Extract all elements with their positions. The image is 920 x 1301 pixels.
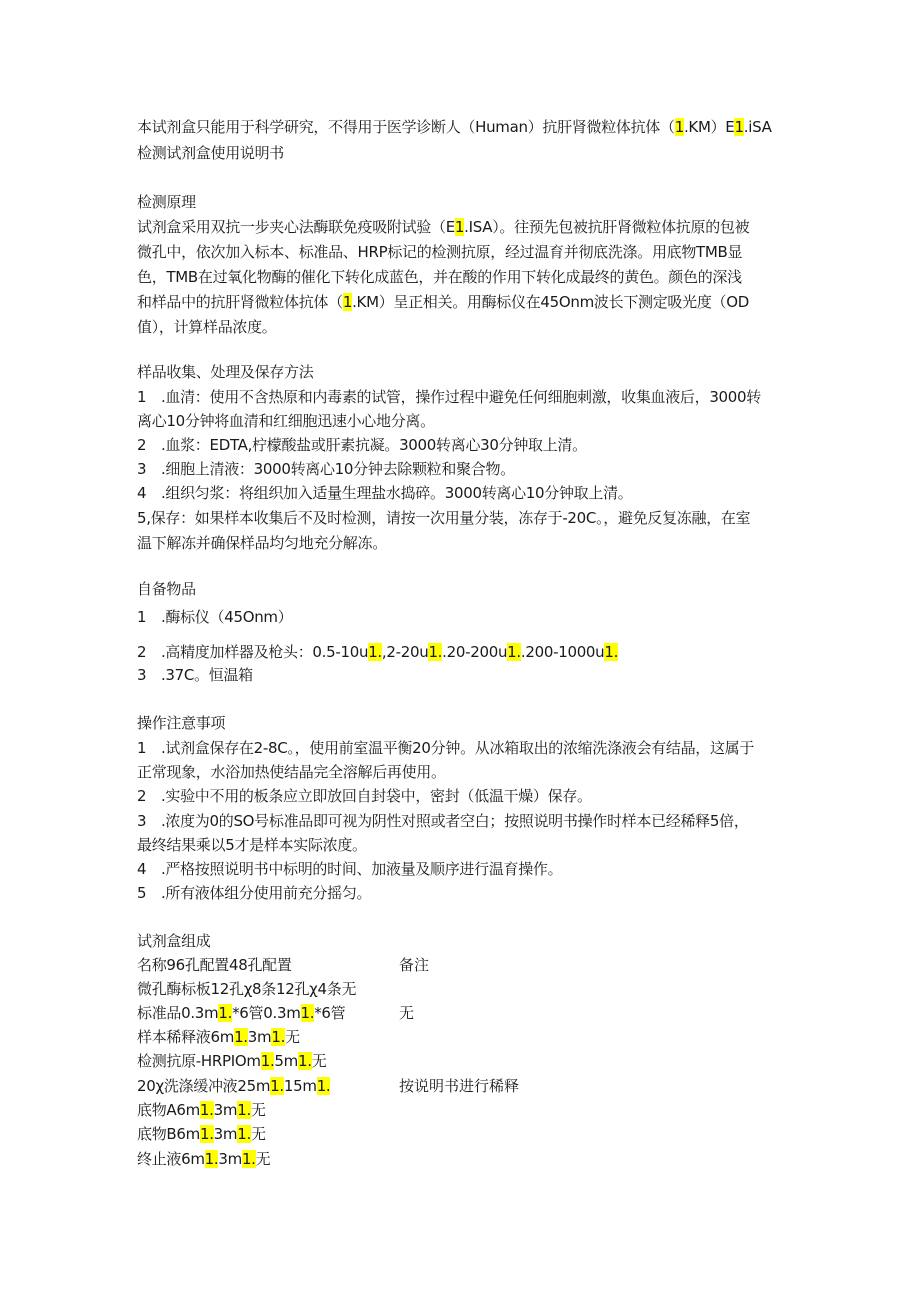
samples-line: 5,保存：如果样本收集后不及时检测，请按一次用量分装，冻存于-20C。，避免反复冻融，在室 <box>137 509 751 527</box>
highlight: 1. <box>218 1004 233 1022</box>
highlight: 1. <box>260 1052 275 1070</box>
section-heading-notes: 操作注意事项 <box>137 714 226 732</box>
principle-line-2: 微孔中，依次加入标本、标准品、HRP标记的检测抗原，经过温育并彻底洗涤。用底物TMB显 <box>137 243 743 261</box>
cell-text: 20χ洗涤缓冲液25m <box>137 1077 271 1095</box>
kit-row-note: 无 <box>399 1004 415 1022</box>
kit-header-col1: 名称96孔配置48孔配置 <box>137 956 292 974</box>
supplies-item-3: 3 .37C。恒温箱 <box>137 666 253 684</box>
highlight: 1. <box>204 1150 219 1168</box>
highlight: 1. <box>234 1028 248 1046</box>
section-heading-kit: 试剂盒组成 <box>137 932 211 950</box>
kit-row <box>137 1025 300 1049</box>
samples-line: 2 .血浆：EDTA,柠檬酸盐或肝素抗凝。3000转离心30分钟取上清。 <box>137 436 587 454</box>
supplies-item-2 <box>137 640 618 664</box>
kit-row <box>137 1074 330 1098</box>
list-text: ,2-20u <box>381 643 429 661</box>
highlight: 1. <box>428 643 443 661</box>
title-line-2: 检测试剂盒使用说明书 <box>137 144 285 162</box>
notes-line: 2 .实验中不用的板条应立即放回自封袋中，密封（低温干燥）保存。 <box>137 787 592 805</box>
samples-line: 温下解冻并确保样品均匀地充分解冻。 <box>137 534 387 552</box>
paragraph-text: .KM）呈正相关。用酶标仪在45Onm波长下测定吸光度（OD <box>352 293 749 311</box>
highlight: 1 <box>342 293 353 311</box>
title-text: .iSA <box>743 118 772 136</box>
principle-line-5: 值），计算样品浓度。 <box>137 318 277 336</box>
list-text: .20-200u <box>442 643 508 661</box>
highlight: 1 <box>674 118 684 136</box>
highlight: 1. <box>297 1052 312 1070</box>
samples-line: 1 .血清：使用不含热原和内毒素的试管，操作过程中避免任何细胞刺激，收集血液后，3000转 <box>137 388 761 406</box>
samples-line: 离心10分钟将血清和红细胞迅速小心地分离。 <box>137 412 435 430</box>
principle-line-4 <box>137 290 749 314</box>
cell-text: *6管 <box>314 1004 346 1022</box>
cell-text: 3m <box>218 1150 242 1168</box>
highlight: 1. <box>241 1150 256 1168</box>
cell-text: 3m <box>247 1028 272 1046</box>
kit-row <box>137 1098 266 1122</box>
notes-line: 最终结果乘以5才是样本实际浓度。 <box>137 836 367 854</box>
highlight: 1. <box>300 1004 315 1022</box>
cell-text: 无 <box>311 1052 327 1070</box>
cell-text: 无 <box>250 1101 266 1119</box>
cell-text: 底物A6m <box>137 1101 200 1119</box>
section-heading-supplies: 自备物品 <box>137 580 196 598</box>
title-text: 本试剂盒只能用于科学研究，不得用于医学诊断人（Human）抗肝肾微粒体抗体（ <box>137 118 675 136</box>
kit-row: 微孔酶标板12孔χ8条12孔χ4条无 <box>137 980 357 998</box>
highlight: 1. <box>604 643 619 661</box>
cell-text: 15m <box>283 1077 317 1095</box>
samples-line: 3 .细胞上清液：3000转离心10分钟去除颗粒和聚合物。 <box>137 460 515 478</box>
paragraph-text: .ISA）。往预先包被抗肝肾微粒体抗原的包被 <box>464 218 750 236</box>
cell-text: 5m <box>274 1052 298 1070</box>
highlight: 1. <box>316 1077 331 1095</box>
title-text: .KM）E <box>683 118 735 136</box>
list-text: .200-1000u <box>520 643 605 661</box>
paragraph-text: 和样品中的抗肝肾微粒体抗体（ <box>137 293 343 311</box>
kit-row <box>137 1001 345 1025</box>
principle-line-1 <box>137 215 749 239</box>
highlight: 1. <box>271 1028 286 1046</box>
kit-row <box>137 1049 326 1073</box>
cell-text: 无 <box>285 1028 300 1046</box>
kit-row <box>137 1147 270 1171</box>
highlight: 1. <box>270 1077 284 1095</box>
notes-line: 正常现象，水浴加热使结晶完全溶解后再使用。 <box>137 763 446 781</box>
kit-header-col2: 备注 <box>399 956 430 974</box>
principle-line-3: 色，TMB在过氧化物酶的催化下转化成蓝色，并在酸的作用下转化成最终的黄色。颜色的深浅 <box>137 268 742 286</box>
cell-text: 检测抗原-HRPIOm <box>137 1052 261 1070</box>
section-heading-principle: 检测原理 <box>137 193 196 211</box>
supplies-item-1: 1 .酶标仪（45Onm） <box>137 608 293 626</box>
cell-text: 终止液6m <box>137 1150 205 1168</box>
cell-text: 3m <box>213 1101 238 1119</box>
highlight: 1. <box>199 1101 214 1119</box>
highlight: 1 <box>734 118 744 136</box>
cell-text: 无 <box>250 1125 266 1143</box>
cell-text: 标准品0.3m <box>137 1004 219 1022</box>
list-text: 2 .高精度加样器及枪头：0.5-10u <box>137 643 369 661</box>
paragraph-text: 试剂盒采用双抗一步夹心法酶联免疫吸附试验（E <box>137 218 455 236</box>
section-heading-samples: 样品收集、处理及保存方法 <box>137 363 314 381</box>
notes-line: 1 .试剂盒保存在2-8C。，使用前室温平衡20分钟。从冰箱取出的浓缩洗涤液会有结晶，这属于 <box>137 739 755 757</box>
title-line-1 <box>137 115 772 139</box>
cell-text: *6管0.3m <box>232 1004 301 1022</box>
highlight: 1. <box>237 1101 251 1119</box>
highlight: 1. <box>237 1125 251 1143</box>
highlight: 1. <box>507 643 521 661</box>
highlight: 1. <box>199 1125 214 1143</box>
kit-row-note: 按说明书进行稀释 <box>399 1077 520 1095</box>
highlight: 1 <box>454 218 465 236</box>
cell-text: 样本稀释液6m <box>137 1028 235 1046</box>
notes-line: 3 .浓度为0的SO号标准品即可视为阴性对照或者空白；按照说明书操作时样本已经稀释5倍， <box>137 812 749 830</box>
cell-text: 无 <box>255 1150 271 1168</box>
cell-text: 3m <box>213 1125 238 1143</box>
cell-text: 底物B6m <box>137 1125 200 1143</box>
kit-row <box>137 1122 266 1146</box>
notes-line: 5 .所有液体组分使用前充分摇匀。 <box>137 884 372 902</box>
notes-line: 4 .严格按照说明书中标明的时间、加液量及顺序进行温育操作。 <box>137 860 563 878</box>
highlight: 1. <box>368 643 382 661</box>
samples-line: 4 .组织匀浆：将组织加入适量生理盐水捣碎。3000转离心10分钟取上清。 <box>137 484 633 502</box>
